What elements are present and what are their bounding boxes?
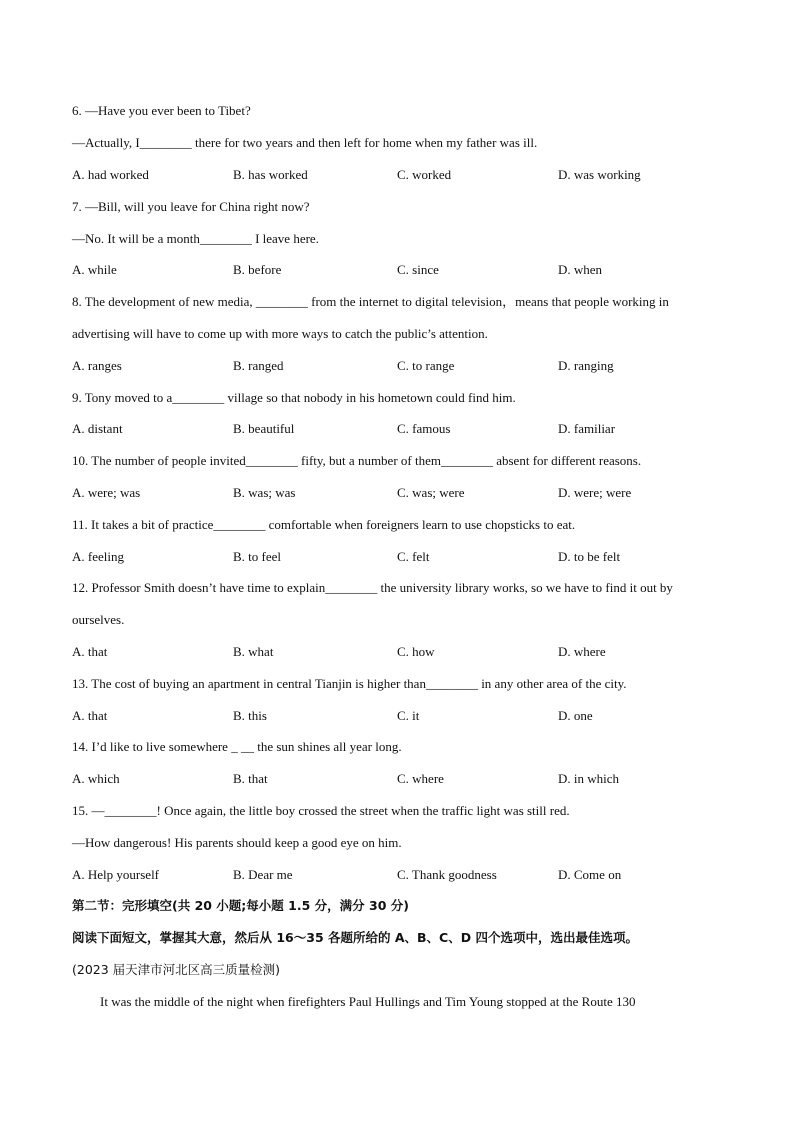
question-9-options bbox=[72, 421, 732, 437]
section-heading: 第二节：完形填空(共 20 小题;每小题 1.5 分，满分 30 分) bbox=[72, 898, 409, 913]
option-d: D. was working bbox=[558, 167, 641, 182]
option-c: C. was; were bbox=[397, 485, 465, 500]
option-d: D. familiar bbox=[558, 421, 616, 436]
question-12-stem-line2: ourselves. bbox=[72, 612, 125, 627]
option-c: C. worked bbox=[397, 167, 452, 182]
option-d: D. to be felt bbox=[558, 549, 621, 564]
option-a: A. distant bbox=[72, 421, 123, 436]
option-b: B. has worked bbox=[233, 167, 308, 182]
question-14-stem: 14. I’d like to live somewhere _ __ the sun shines all year long. bbox=[72, 739, 402, 754]
question-13-options bbox=[72, 708, 732, 724]
question-10-stem: 10. The number of people invited________ fifty, but a number of them________ absent for different reasons. bbox=[72, 453, 642, 468]
question-10-options bbox=[72, 485, 732, 501]
option-a: A. feeling bbox=[72, 549, 124, 564]
option-a: A. while bbox=[72, 262, 117, 277]
option-b: B. to feel bbox=[233, 549, 282, 564]
option-c: C. Thank goodness bbox=[397, 867, 497, 882]
option-a: A. that bbox=[72, 644, 108, 659]
question-12-stem-line1: 12. Professor Smith doesn’t have time to explain________ the university library works, so we have to find it out by bbox=[72, 580, 673, 595]
question-11-stem: 11. It takes a bit of practice________ comfortable when foreigners learn to use chopsticks to eat. bbox=[72, 517, 576, 532]
question-12-options bbox=[72, 644, 732, 660]
option-d: D. one bbox=[558, 708, 593, 723]
option-a: A. were; was bbox=[72, 485, 141, 500]
option-c: C. to range bbox=[397, 358, 455, 373]
question-6-reply: —Actually, I________ there for two years and then left for home when my father was ill. bbox=[72, 135, 538, 150]
question-13-stem: 13. The cost of buying an apartment in central Tianjin is higher than________ in any other area of the city. bbox=[72, 676, 627, 691]
question-11-options bbox=[72, 549, 732, 565]
question-8-options bbox=[72, 358, 732, 374]
option-b: B. what bbox=[233, 644, 274, 659]
option-d: D. when bbox=[558, 262, 603, 277]
question-6-stem: 6. —Have you ever been to Tibet? bbox=[72, 103, 251, 118]
question-7-stem: 7. —Bill, will you leave for China right now? bbox=[72, 199, 310, 214]
option-a: A. ranges bbox=[72, 358, 122, 373]
section-instruction: 阅读下面短文，掌握其大意，然后从 16～35 各题所给的 A、B、C、D 四个选项中，选出最佳选项。 bbox=[72, 930, 638, 945]
option-a: A. Help yourself bbox=[72, 867, 160, 882]
option-c: C. since bbox=[397, 262, 439, 277]
question-15-options bbox=[72, 867, 732, 883]
option-a: A. had worked bbox=[72, 167, 149, 182]
question-7-reply: —No. It will be a month________ I leave here. bbox=[72, 231, 319, 246]
option-b: B. this bbox=[233, 708, 267, 723]
option-d: D. where bbox=[558, 644, 606, 659]
option-b: B. that bbox=[233, 771, 268, 786]
question-9-stem: 9. Tony moved to a________ village so that nobody in his hometown could find him. bbox=[72, 390, 516, 405]
option-c: C. it bbox=[397, 708, 420, 723]
option-b: B. was; was bbox=[233, 485, 296, 500]
option-b: B. beautiful bbox=[233, 421, 295, 436]
option-d: D. ranging bbox=[558, 358, 614, 373]
option-b: B. ranged bbox=[233, 358, 284, 373]
option-d: D. were; were bbox=[558, 485, 632, 500]
question-15-reply: —How dangerous! His parents should keep a good eye on him. bbox=[72, 835, 402, 850]
option-d: D. in which bbox=[558, 771, 620, 786]
option-c: C. famous bbox=[397, 421, 451, 436]
option-a: A. that bbox=[72, 708, 108, 723]
option-c: C. how bbox=[397, 644, 435, 659]
question-6-options bbox=[72, 167, 732, 183]
option-d: D. Come on bbox=[558, 867, 622, 882]
question-7-options bbox=[72, 262, 732, 278]
question-8-stem-line1: 8. The development of new media, ________ from the internet to digital television，means that people working in bbox=[72, 294, 669, 309]
passage-first-line: It was the middle of the night when firefighters Paul Hullings and Tim Young stopped at the Route 130 bbox=[100, 994, 636, 1009]
option-b: B. Dear me bbox=[233, 867, 293, 882]
option-c: C. felt bbox=[397, 549, 430, 564]
option-b: B. before bbox=[233, 262, 282, 277]
question-8-stem-line2: advertising will have to come up with more ways to catch the public’s attention. bbox=[72, 326, 488, 341]
question-15-stem: 15. —________! Once again, the little boy crossed the street when the traffic light was still red. bbox=[72, 803, 570, 818]
question-14-options bbox=[72, 771, 732, 787]
option-c: C. where bbox=[397, 771, 444, 786]
passage-source: (2023 届天津市河北区高三质量检测) bbox=[72, 962, 281, 977]
option-a: A. which bbox=[72, 771, 120, 786]
